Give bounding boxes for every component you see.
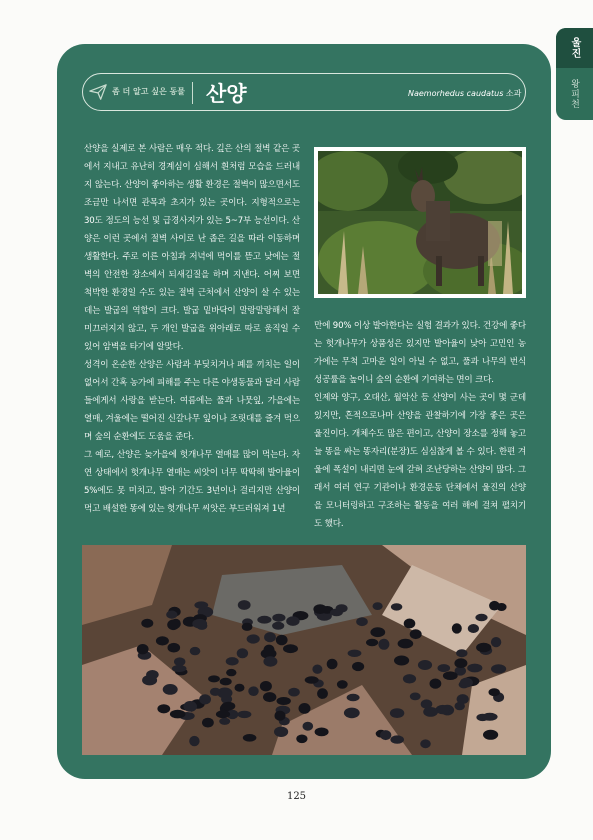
dung-pellet [210,688,221,696]
dung-pellet [264,632,276,642]
dung-pellet [394,656,409,666]
dung-pellet [475,614,487,621]
dung-pellet [237,648,248,658]
scientific-name [408,88,521,99]
dung-pellet [312,665,322,674]
dung-pellet [242,623,253,631]
dung-pellet [313,604,326,614]
dung-pellet [199,694,211,704]
dung-pellet [418,660,432,670]
dung-pellet [219,718,230,725]
dung-pellet [194,601,208,608]
dung-pellet [260,681,272,691]
dung-pellet [141,619,153,628]
dung-pellet [348,650,362,657]
dung-pellet [390,708,404,718]
family-name: 소과 [505,89,522,98]
dung-pellet [430,679,442,689]
chapter-subtab-label: 왕피천 [569,79,579,109]
dung-pellet [370,627,385,637]
dung-pellet [410,693,421,701]
dung-pellet [352,662,364,671]
dung-pellet [468,624,479,633]
goral-photo [314,147,526,298]
dung-pellet [410,629,422,639]
dung-pellet [438,664,451,672]
dung-pellet [286,616,299,626]
dung-pellet [202,718,214,728]
paragraph: 그 예로, 산양은 늦가을에 헛개나무 열매를 많이 먹는다. 자연 상태에서 헛개나무 열매는 씨앗이 너무 딱딱해 발아율이 5%에도 못 미치고, 발아 기간도 3년이나 걸리지만 산양이 먹고 배설한 똥에 있는 헛개나무 씨앗은 부드러워져 1년 [84,450,300,514]
dung-pellet [296,735,307,744]
dung-pellet [166,611,177,619]
dung-pellet [163,684,178,695]
dung-pellet [356,617,368,626]
dung-pellet [226,657,239,665]
paragraph: 만에 90% 이상 발아한다는 실험 결과가 있다. 건강에 좋다는 헛개나무가 상품성은 있지만 발아율이 낮아 고민인 농가에는 무척 고마운 일이 아닐 수 없고, 풀과 나무의 번식 성공률을 높이니 숲의 순환에 기여하는 면이 크다. [314,321,526,385]
dung-pellet [174,657,185,666]
dung-pellet [220,678,232,686]
latin-name: Naemorhedus caudatus [408,89,504,98]
section-kicker: 좀 더 알고 싶은 동물 [112,87,185,96]
dung-pellet [456,649,467,657]
dung-pellet [327,659,338,670]
dung-pellet [443,671,458,680]
dung-pellet [390,735,404,743]
dung-pellet [366,639,378,646]
chapter-tab-active[interactable] [556,28,593,68]
dung-pellet [170,710,186,719]
chapter-subtab[interactable] [556,70,593,118]
paragraph: 산양을 실제로 본 사람은 매우 적다. 깊은 산의 절벽 같은 곳에서 지내고 유난히 경계심이 심해서 흰처럼 모습을 드러내지 않는다. 산양이 좋아하는 생활 환경은 절벽이 많으면서도 조금만 나서면 관목과 초지가 있는 곳이다. 지형적으로는 30도 정도의 능선 및 급경사지가 있는 5~7부 능선이다. 산양은 이런 곳에서 절벽 사이로 난 좁은 길을 따라 이동하며 생활한다. 주로 이른 아침과 저녁에 먹이를 뜯고 낮에는 절벽의 안전한 장소에서 되새김질을 하며 지낸다. 어찌 보면 척박한 환경일 수도 있는 절벽 근처에서 산양이 살 수 있는 데는 발굽의 역할이 크다. 발굽 밑바닥이 말랑말랑해서 잘 미끄러지지 않고, 두 개인 발굽을 위아래로 따로 움직일 수 있어 암벽을 타기에 알맞다. [84,144,300,352]
dung-pellet [248,686,258,696]
dung-pellet [277,697,291,705]
dung-pellet [263,656,277,666]
dung-pellet [137,644,149,654]
dung-pellet [489,688,500,696]
dung-pellet [276,635,288,646]
dung-pellet [483,730,498,740]
dung-pellet [172,665,187,672]
dung-pellet [489,601,500,611]
body-column-right [314,317,526,533]
dung-pellet [257,616,271,624]
dung-pellet [347,694,360,701]
dung-pellet [226,669,236,676]
dung-pellet [208,675,220,682]
page-number: 125 [286,791,307,802]
dung-pellet [274,727,288,737]
dung-pellet [247,634,260,643]
dung-pellet [404,619,416,629]
dung-pellet [303,722,314,731]
dung-pellet [317,688,328,699]
dung-pellet [171,619,181,629]
dung-pellet [398,639,414,649]
paper-plane-icon [89,83,107,101]
dung-pellet [168,643,181,653]
dung-pellet [330,609,343,617]
dung-pellet [263,692,276,702]
dung-pellet [476,643,491,653]
dung-pellet [189,736,199,746]
dung-pellet [192,619,207,629]
dung-pellet [378,639,389,650]
dung-pellet [391,603,402,610]
dung-pellet [460,678,473,688]
dung-pellet [235,684,245,692]
dung-pellet [454,658,467,668]
dung-pellet [288,688,300,697]
dung-pellet [403,674,416,683]
dung-pellet [305,676,319,683]
dung-pellet [344,708,360,719]
dung-pellet [373,602,383,610]
dung-pellet [146,670,159,679]
dung-pellet [467,664,482,673]
chapter-tab-label: 울진 [569,37,580,59]
dung-pellet [157,704,170,713]
dung-pellet [222,702,236,711]
dung-pellet [272,622,284,630]
dung-pellet [491,664,506,673]
dung-pellet [272,614,285,622]
goral-dung-photo [82,545,526,755]
dung-pellet [423,707,438,717]
dung-pellet [243,734,257,742]
dung-pellet [380,730,391,740]
dung-pellet [238,600,251,610]
body-column-left [84,140,300,518]
dung-pellet [183,701,197,712]
dung-pellet [299,703,311,714]
page-title: 산양 [206,82,247,106]
dung-pellet [283,644,298,653]
dung-pellet [315,728,329,737]
dung-pellet [452,623,462,633]
dung-pellet [420,739,431,748]
dung-pellet [457,694,469,704]
dung-pellet [216,710,230,718]
paragraph: 성격이 온순한 산양은 사람과 부딪치거나 폐를 끼치는 일이 없어서 간혹 농가에 피해를 주는 다른 야생동물과 달리 사람들에게서 사랑을 받는다. 여름에는 풀과 나뭇잎, 가을에는 열매, 겨울에는 떨어진 신갈나무 잎이나 조릿대를 즐겨 먹으며 숲의 순환에도 도움을 준다. [84,360,300,442]
dung-pellet [275,711,286,721]
dung-pellet [491,637,501,647]
dung-pellet [337,680,348,689]
dung-pellet [156,636,169,645]
dung-pellet [190,647,201,655]
dung-pellet [237,711,251,718]
paragraph: 인제와 양구, 오대산, 월악산 등 산양이 사는 곳이 몇 군데 있지만, 흔적으로나마 산양을 관찰하기에 가장 좋은 곳은 울진이다. 개체수도 많은 편이고, 산양이 장소를 정해 놓고 늘 똥을 싸는 똥자리(분장)도 심심찮게 볼 수 있다. 한편 겨울에 폭설이 내리면 눈에 갇혀 조난당하는 산양이 많다. 그래서 여러 연구 기관이나 환경운동 단체에서 울진의 산양을 모니터링하고 구조하는 활동을 여러 해에 걸쳐 펼치기도 했다. [314,393,526,529]
dung-pellet [482,713,498,721]
header-divider [192,82,193,104]
